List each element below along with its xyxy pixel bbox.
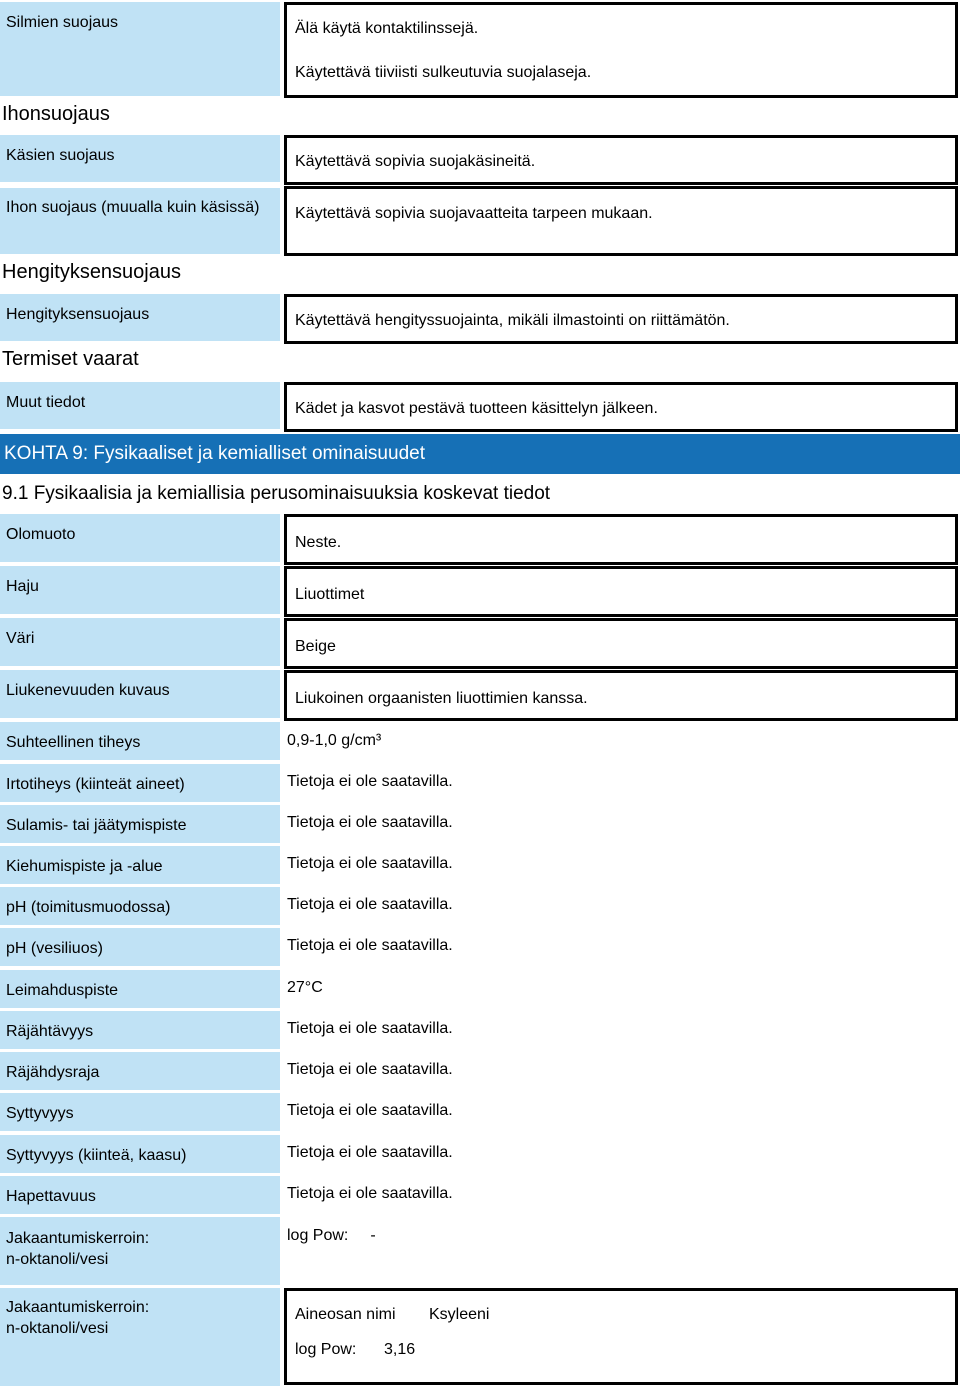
property-label: Haju — [0, 566, 280, 614]
property-value: Tietoja ei ole saatavilla. — [287, 855, 453, 872]
respiratory-label: Hengityksensuojaus — [0, 294, 280, 341]
property-value: Tietoja ei ole saatavilla. — [287, 1102, 453, 1119]
property-label: Suhteellinen tiheys — [0, 722, 280, 760]
property-value: 0,9-1,0 g/cm³ — [287, 732, 382, 749]
partition-label-line-1: Jakaantumiskerroin: — [6, 1299, 150, 1316]
eye-protection-label: Silmien suojaus — [0, 2, 280, 96]
property-label: Räjähtävyys — [0, 1011, 280, 1049]
section-9-title: KOHTA 9: Fysikaaliset ja kemialliset ominaisuudet — [0, 434, 960, 474]
body-protection-label: Ihon suojaus (muualla kuin käsissä) — [0, 188, 280, 254]
other-info-value: Kädet ja kasvot pestävä tuotteen käsittelyn jälkeen. — [284, 382, 958, 432]
respiratory-value: Käytettävä hengityssuojainta, mikäli ilmastointi on riittämätön. — [284, 294, 958, 344]
property-value: Beige — [284, 618, 958, 669]
thermal-hazards-heading: Termiset vaarat — [2, 348, 139, 370]
property-label: Kiehumispiste ja -alue — [0, 846, 280, 884]
property-value: Liukoinen orgaanisten liuottimien kanssa. — [284, 670, 958, 721]
property-label: Hapettavuus — [0, 1176, 280, 1214]
property-value: Tietoja ei ole saatavilla. — [287, 1185, 453, 1202]
property-value: Liuottimet — [284, 566, 958, 617]
property-label: Sulamis- tai jäätymispiste — [0, 805, 280, 843]
other-info-label: Muut tiedot — [0, 382, 280, 429]
property-value: Neste. — [284, 514, 958, 565]
property-value: Tietoja ei ole saatavilla. — [287, 937, 453, 954]
component-name-row — [295, 1304, 947, 1325]
component-name-key: Aineosan nimi — [295, 1306, 396, 1323]
property-value: Tietoja ei ole saatavilla. — [287, 1144, 453, 1161]
property-value: Tietoja ei ole saatavilla. — [287, 896, 453, 913]
property-label: Syttyvyys (kiinteä, kaasu) — [0, 1135, 280, 1173]
property-label: Räjähdysraja — [0, 1052, 280, 1090]
partition-log-pow — [287, 1225, 376, 1246]
property-label: Väri — [0, 618, 280, 666]
partition-label-line-2: n-oktanoli/vesi — [6, 1251, 109, 1268]
partition-component-box — [284, 1288, 958, 1385]
hand-protection-value: Käytettävä sopivia suojakäsineitä. — [284, 135, 958, 185]
respiratory-heading: Hengityksensuojaus — [2, 261, 181, 283]
property-label: pH (vesiliuos) — [0, 928, 280, 966]
body-protection-value: Käytettävä sopivia suojavaatteita tarpeen mukaan. — [284, 186, 958, 256]
property-value: Tietoja ei ole saatavilla. — [287, 1061, 453, 1078]
eye-protection-line-2: Käytettävä tiiviisti sulkeutuvia suojalaseja. — [295, 64, 592, 81]
component-log-pow-row — [295, 1339, 947, 1360]
partition-coefficient-label — [0, 1288, 280, 1386]
section-9-1-subtitle: 9.1 Fysikaalisia ja kemiallisia perusominaisuuksia koskevat tiedot — [2, 483, 551, 504]
log-pow-key: log Pow: — [287, 1227, 349, 1244]
hand-protection-label: Käsien suojaus — [0, 135, 280, 182]
component-name-value: Ksyleeni — [429, 1306, 490, 1323]
log-pow-value: - — [370, 1227, 376, 1244]
property-value: Tietoja ei ole saatavilla. — [287, 1020, 453, 1037]
property-label: Syttyvyys — [0, 1093, 280, 1131]
property-label: Liukenevuuden kuvaus — [0, 670, 280, 718]
skin-protection-heading: Ihonsuojaus — [2, 103, 110, 125]
property-value: Tietoja ei ole saatavilla. — [287, 773, 453, 790]
eye-protection-line-1: Älä käytä kontaktilinssejä. — [295, 20, 479, 37]
eye-protection-value — [284, 2, 958, 98]
partition-label-line-2: n-oktanoli/vesi — [6, 1320, 109, 1337]
log-pow-key: log Pow: — [295, 1341, 357, 1358]
partition-coefficient-label — [0, 1217, 280, 1285]
property-value: 27°C — [287, 979, 323, 996]
partition-label-line-1: Jakaantumiskerroin: — [6, 1230, 150, 1247]
property-label: Irtotiheys (kiinteät aineet) — [0, 764, 280, 802]
property-label: pH (toimitusmuodossa) — [0, 887, 280, 925]
property-value: Tietoja ei ole saatavilla. — [287, 814, 453, 831]
property-label: Leimahduspiste — [0, 970, 280, 1008]
property-label: Olomuoto — [0, 514, 280, 562]
log-pow-value: 3,16 — [384, 1341, 416, 1358]
